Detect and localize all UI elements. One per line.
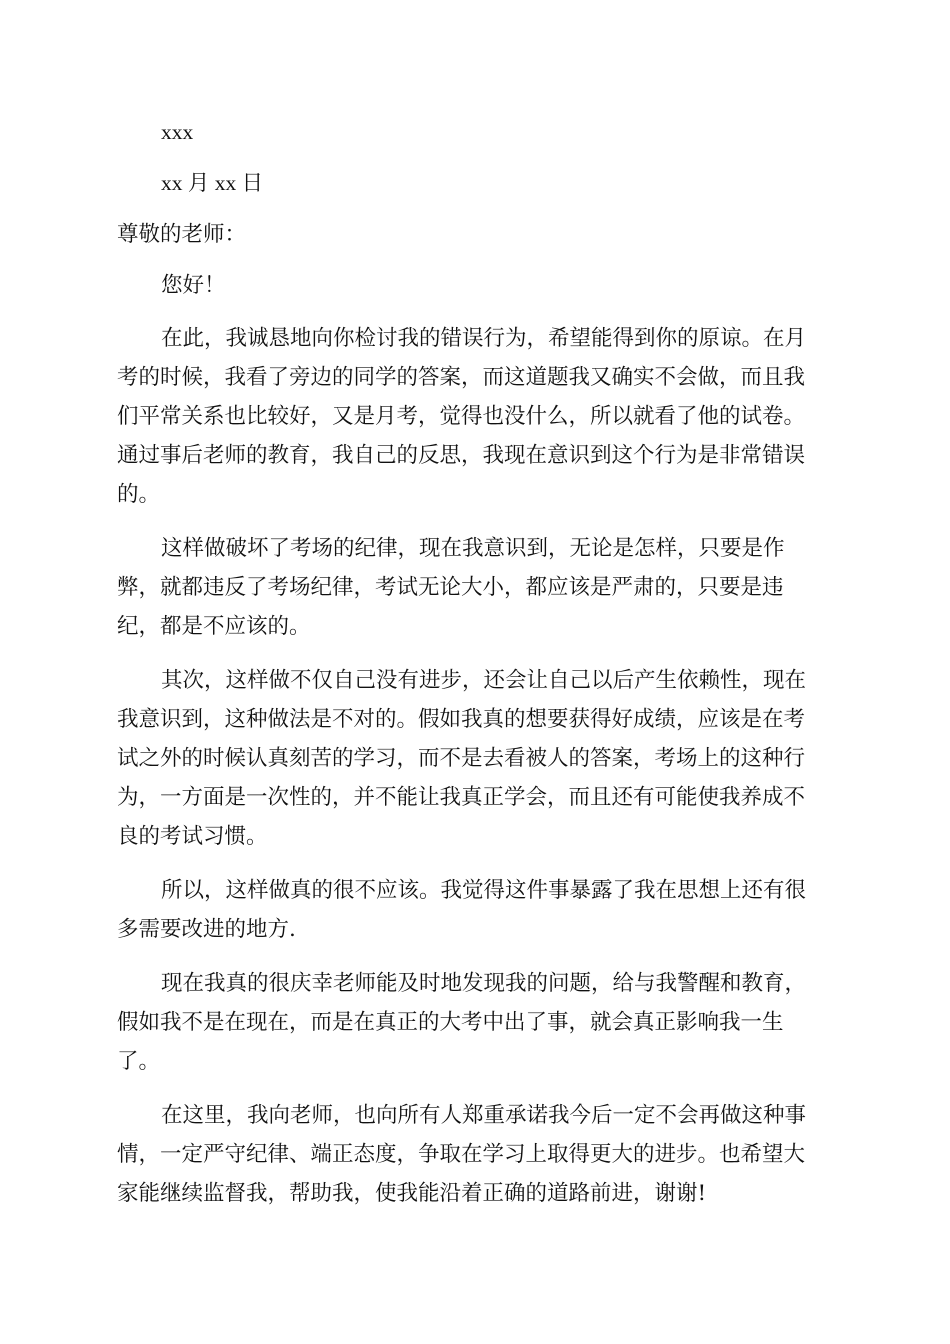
paragraph: [117, 529, 834, 646]
paragraph-line: 通过事后老师的教育，我自己的反思，我现在意识到这个行为是非常错误: [117, 443, 806, 468]
paragraph: [117, 319, 834, 514]
paragraph-line: 多需要改进的地方.: [117, 917, 296, 942]
paragraph-line: 纪，都是不应该的。: [117, 614, 311, 639]
paragraph-line: 了。: [117, 1049, 161, 1074]
paragraph-line: 其次，这样做不仅自己没有进步，还会让自己以后产生依赖性，现在: [161, 668, 807, 693]
paragraph-line: 我意识到，这种做法是不对的。假如我真的想要获得好成绩，应该是在考: [117, 707, 806, 732]
paragraph-line: 这样做破坏了考场的纪律，现在我意识到，无论是怎样，只要是作: [161, 536, 785, 561]
paragraph-line: 家能继续监督我，帮助我，使我能沿着正确的道路前进，谢谢!: [117, 1181, 707, 1206]
paragraph-line: 为，一方面是一次性的，并不能让我真正学会，而且还有可能使我养成不: [117, 785, 806, 810]
paragraph: [117, 871, 834, 949]
paragraph-line: 的。: [117, 482, 161, 507]
paragraph: [117, 1096, 834, 1213]
letter-body: [117, 113, 834, 1228]
paragraph-line: 们平常关系也比较好，又是月考，觉得也没什么，所以就看了他的试卷。: [117, 404, 806, 429]
paragraph-line: 所以，这样做真的很不应该。我觉得这件事暴露了我在思想上还有很: [161, 878, 807, 903]
salutation: 尊敬的老师：: [117, 222, 247, 247]
paragraph-line: 试之外的时候认真刻苦的学习，而不是去看被人的答案，考场上的这种行: [117, 746, 806, 771]
paragraph-line: 现在我真的很庆幸老师能及时地发现我的问题，给与我警醒和教育，: [161, 971, 807, 996]
paragraph-line: 假如我不是在现在，而是在真正的大考中出了事，就会真正影响我一生: [117, 1010, 784, 1035]
paragraph-line: 在这里，我向老师，也向所有人郑重承诺我今后一定不会再做这种事: [161, 1103, 807, 1128]
paragraph-line: 情，一定严守纪律、端正态度，争取在学习上取得更大的进步。也希望大: [117, 1142, 806, 1167]
paragraph: [117, 661, 834, 856]
paragraph: [117, 964, 834, 1081]
date: xx 月 xx 日: [161, 171, 264, 195]
greeting: 您好！: [161, 273, 226, 298]
paragraph-line: 良的考试习惯。: [117, 824, 268, 849]
signature: xxx: [161, 120, 194, 144]
paragraph-line: 考的时候，我看了旁边的同学的答案，而这道题我又确实不会做，而且我: [117, 365, 806, 390]
paragraph-line: 弊，就都违反了考场纪律，考试无论大小，都应该是严肃的，只要是违: [117, 575, 784, 600]
paragraph-line: 在此，我诚恳地向你检讨我的错误行为，希望能得到你的原谅。在月: [161, 326, 807, 351]
